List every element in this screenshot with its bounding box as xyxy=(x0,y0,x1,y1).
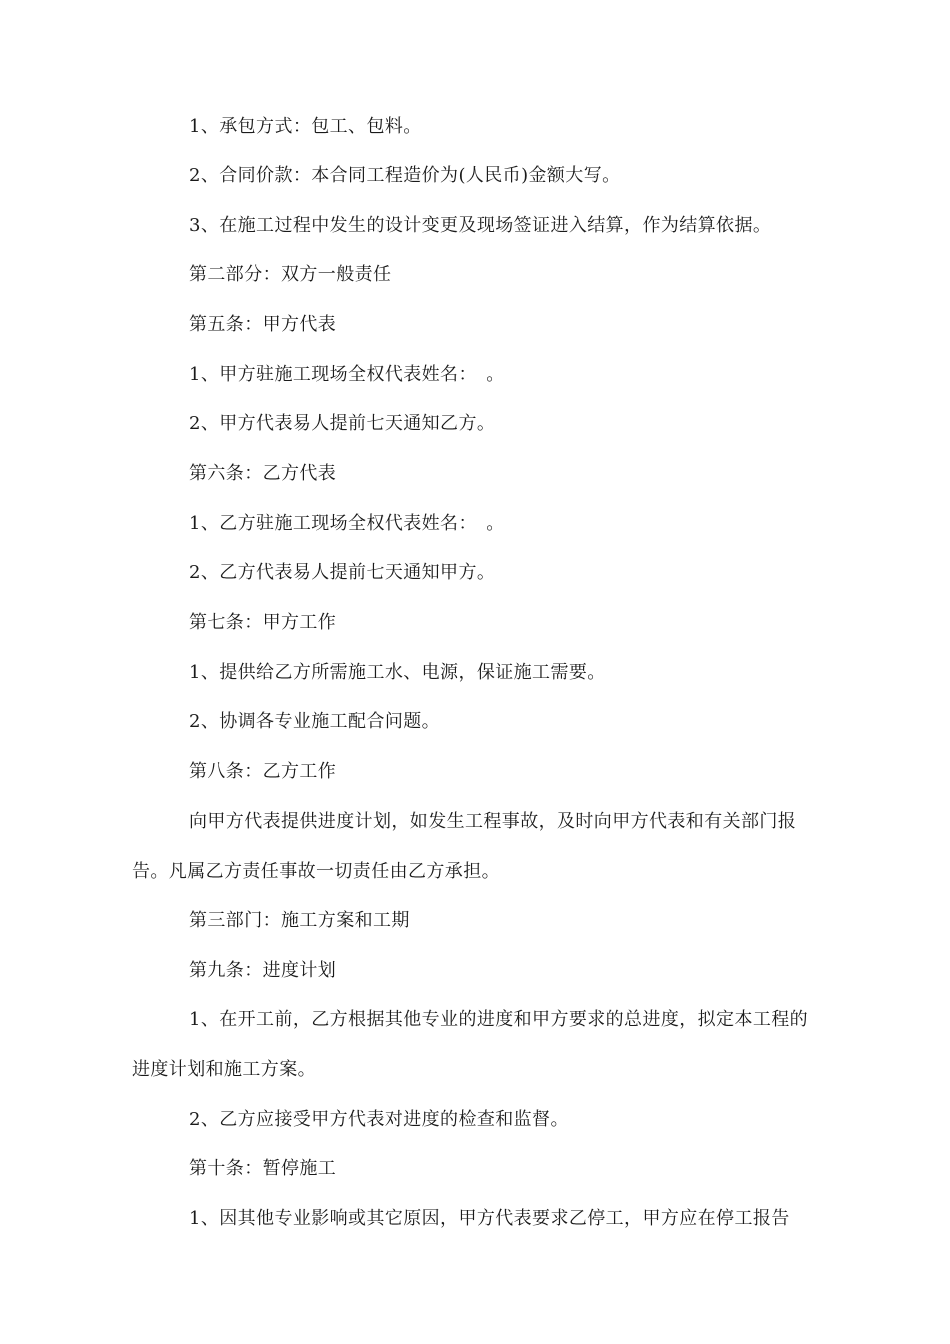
paragraph: 2、协调各专业施工配合问题。 xyxy=(189,711,441,732)
paragraph: 2、合同价款：本合同工程造价为(人民币)金额大写。 xyxy=(189,165,621,186)
paragraph: 3、在施工过程中发生的设计变更及现场签证进入结算，作为结算依据。 xyxy=(189,215,772,236)
article-heading: 第五条：甲方代表 xyxy=(189,314,337,335)
paragraph: 1、甲方驻施工现场全权代表姓名： 。 xyxy=(189,364,505,385)
paragraph: 1、在开工前，乙方根据其他专业的进度和甲方要求的总进度，拟定本工程的进度计划和施工方案。 xyxy=(132,1009,809,1080)
paragraph: 1、承包方式：包工、包料。 xyxy=(189,116,422,137)
article-heading: 第八条：乙方工作 xyxy=(189,761,337,782)
article-heading: 第六条：乙方代表 xyxy=(189,463,337,484)
paragraph: 1、提供给乙方所需施工水、电源，保证施工需要。 xyxy=(189,662,606,683)
paragraph: 2、乙方代表易人提前七天通知甲方。 xyxy=(189,562,496,583)
section-heading: 第二部分：双方一般责任 xyxy=(189,264,392,285)
paragraph: 1、乙方驻施工现场全权代表姓名： 。 xyxy=(189,513,505,534)
section-heading: 第三部门：施工方案和工期 xyxy=(189,910,410,931)
article-heading: 第九条：进度计划 xyxy=(189,960,337,981)
paragraph: 2、甲方代表易人提前七天通知乙方。 xyxy=(189,413,496,434)
paragraph: 2、乙方应接受甲方代表对进度的检查和监督。 xyxy=(189,1109,569,1130)
paragraph: 1、因其他专业影响或其它原因，甲方代表要求乙停工，甲方应在停工报告 xyxy=(189,1208,790,1229)
article-heading: 第十条：暂停施工 xyxy=(189,1158,337,1179)
paragraph: 向甲方代表提供进度计划，如发生工程事故，及时向甲方代表和有关部门报告。凡属乙方责任事故一切责任由乙方承担。 xyxy=(132,811,797,882)
article-heading: 第七条：甲方工作 xyxy=(189,612,337,633)
